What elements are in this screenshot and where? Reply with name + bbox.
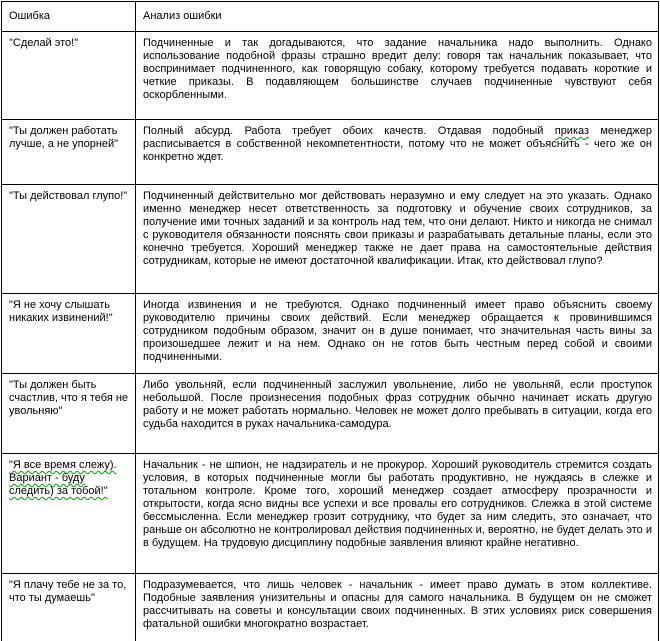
grammar-underlined-text: приказ xyxy=(554,125,590,137)
table-header-row xyxy=(2,2,659,32)
text-segment: Полный абсурд. Работа требует обоих качеств. Отдавая подобный xyxy=(143,125,555,137)
error-cell xyxy=(2,294,136,374)
text-segment: Либо увольняй, если подчиненный заслужил увольнение, либо не увольняй, если проступок небольшой. После произнесения подобных фраз сотрудник обычно начинает искать другую работу и не может работать нормально. Человек не может долго пребывать в ситуации, когда его судьба находится в руках начальника-самодура. xyxy=(143,379,652,430)
table-row xyxy=(2,454,659,574)
table-row xyxy=(2,120,659,185)
analysis-cell xyxy=(136,454,659,574)
column-header-analysis: Анализ ошибки xyxy=(136,2,659,32)
text-segment: Подразумевается, что лишь человек - начальник - имеет право думать в этом коллективе. Подобные заявления унизительны и опасны для самого начальника. В будущем он не сможет рассчитывать на советы и консультации своих подчиненных. В этих условиях риск совершения фатальной ошибки многократно возрастает. xyxy=(143,579,652,630)
text-segment: Подчиненные и так догадываются, что задание начальника надо выполнить. Однако использование подобной фразы страшно вредит делу: говоря так начальник показывает, что воспринимает подчиненного, как говорящую собаку, которому требуется подавать короткие и четкие приказы. В подавляющем большинстве случаев подчиненные чувствуют себя оскорбленными. xyxy=(143,37,652,101)
error-cell xyxy=(2,185,136,294)
text-segment: "Ты действовал глупо!" xyxy=(9,190,128,202)
analysis-cell xyxy=(136,294,659,374)
analysis-cell xyxy=(136,32,659,120)
error-cell xyxy=(2,374,136,454)
column-header-error: Ошибка xyxy=(2,2,136,32)
analysis-cell xyxy=(136,574,659,641)
analysis-cell xyxy=(136,374,659,454)
text-segment: "Ты должен быть счастлив, что я тебя не увольняю" xyxy=(9,379,129,417)
table-row xyxy=(2,32,659,120)
text-segment: Иногда извинения и не требуются. Однако подчиненный имеет право объяснить своему руководителю причины своих действий. Если менеджер обращается к провинившимся сотрудником подобным образом, значит он в душе понимает, что значительная часть вины за произошедшее лежит и на нем. Однако он не готов быть честным перед собой и своими подчиненными. xyxy=(143,299,652,363)
text-segment: Начальник - не шпион, не надзиратель и не прокурор. Хороший руководитель стремится создать условия, в которых подчиненные могли бы работать продуктивно, не нуждаясь в слежке и тотальном контроле. Кроме того, хороший менеджер создает атмосферу прозрачности и открытости, когда ясно видны все успехи и все провалы его сотрудников. Слежка в этой системе бессмысленна. Если менеджер грозит сотруднику, что будет за ним следить, это означает, что раньше он абсолютно не контролировал действия подчиненных и, вероятно, не будет делать это и в будущем. На трудовую дисциплину подобные заявления влияют крайне негативно. xyxy=(143,459,652,549)
text-segment: Подчиненный действительно мог действовать неразумно и ему следует на это указать. Однако именно менеджер несет ответственность за подготовку и обучение своих сотрудников, за получение ими точных заданий и за контроль над тем, что они делают. Никто и никогда не снимал с руководителя обязанности пояснять свои приказы и разрабатывать детальные планы, если это конечно требуется. Хороший менеджер также не дает права на самостоятельные действия сотрудникам, которые не имеют достаточной квалификации. Итак, кто действовал глупо? xyxy=(143,190,652,267)
error-cell xyxy=(2,120,136,185)
table-row xyxy=(2,574,659,641)
text-segment: "Ты должен работать лучше, а не упорней" xyxy=(9,125,119,150)
table-row xyxy=(2,294,659,374)
analysis-cell xyxy=(136,185,659,294)
table-row xyxy=(2,185,659,294)
text-segment: "Я плачу тебе не за то, что ты думаешь" xyxy=(9,579,127,604)
error-cell xyxy=(2,32,136,120)
analysis-cell xyxy=(136,120,659,185)
text-segment: "Сделай это!" xyxy=(9,37,79,49)
text-segment: менеджер расписывается в собственной некомпетентности, потому что не может объяснить - чего же он конкретно ждет. xyxy=(143,125,652,163)
text-segment: "Я не хочу слышать никаких извинений!" xyxy=(9,299,113,324)
error-cell xyxy=(2,454,136,574)
error-analysis-table xyxy=(1,1,659,641)
grammar-underlined-text: "Я все время слежу). Вариант - буду следить) за тобой!" xyxy=(9,459,117,497)
error-cell xyxy=(2,574,136,641)
table-row xyxy=(2,374,659,454)
